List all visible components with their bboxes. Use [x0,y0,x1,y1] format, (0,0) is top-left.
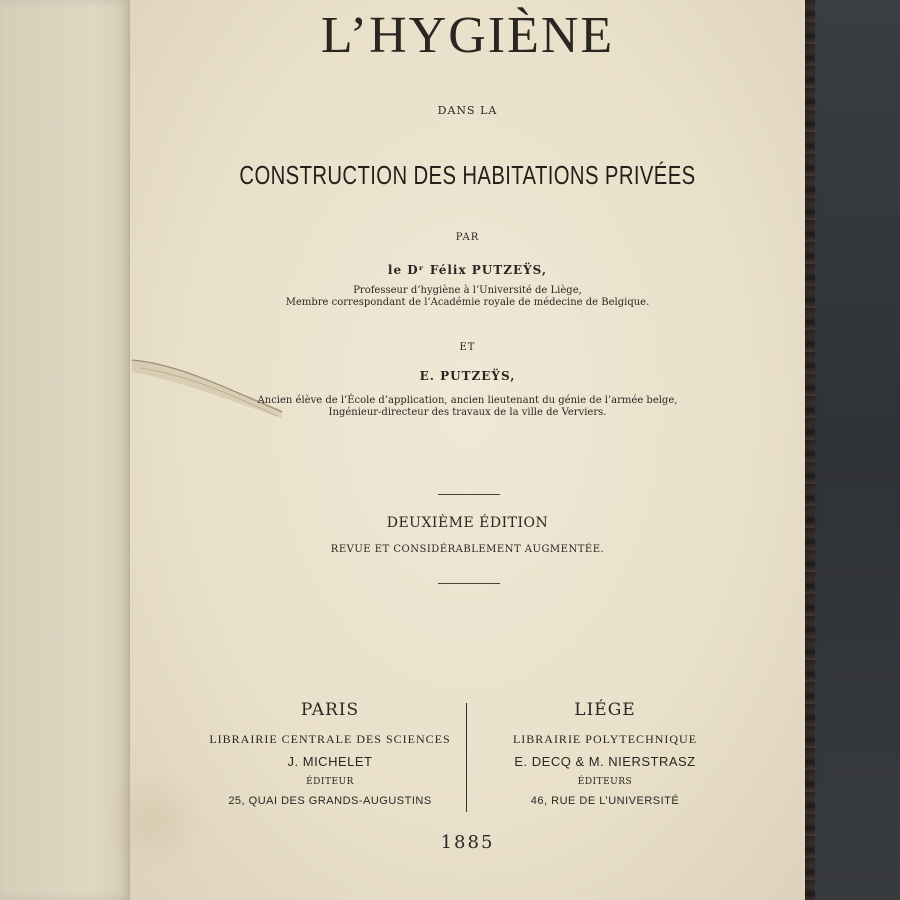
publisher-role: ÉDITEURS [577,777,633,787]
publisher-library: LIBRAIRIE POLYTECHNIQUE [512,732,698,746]
publication-year: 1885 [440,832,495,853]
dans-la: DANS LA [437,104,498,117]
et-label: ET [459,342,476,353]
publisher-name: J. MICHELET [287,754,373,769]
author2-name: E. PUTZEŸS, [419,369,516,383]
author1-title-line1: Professeur d’hygiène à l’Université de Liège, [353,285,582,296]
book-subtitle: CONSTRUCTION DES HABITATIONS PRIVÉES [239,160,696,190]
separator-rule-top [438,494,500,495]
book-title: L’HYGIÈNE [320,7,615,64]
publisher-address: 46, RUE DE L’UNIVERSITÉ [530,795,680,807]
author1-name: le Dʳ Félix PUTZEŸS, [387,263,548,277]
publisher-library: LIBRAIRIE CENTRALE DES SCIENCES [209,732,451,746]
publisher-name: E. DECQ & M. NIERSTRASZ [514,754,696,769]
author1-title-line2: Membre correspondant de l’Académie royale de médecine de Belgique. [285,297,650,308]
edition-title: DEUXIÈME ÉDITION [386,515,549,531]
publisher-address: 25, QUAI DES GRANDS-AUGUSTINS [228,795,432,807]
desk-surface [810,0,900,900]
separator-rule-bottom [438,583,500,584]
par-label: PAR [455,232,480,243]
author2-title-line1: Ancien élève de l’École d’application, ancien lieutenant du génie de l’armée belge, [257,395,678,406]
author2-title-line2: Ingénieur-directeur des travaux de la ville de Verviers. [328,407,607,418]
publisher-city: PARIS [300,700,360,720]
publisher-role: ÉDITEUR [306,777,354,787]
edition-note: REVUE ET CONSIDÉRABLEMENT AUGMENTÉE. [330,544,605,555]
publisher-city: LIÉGE [574,700,636,720]
